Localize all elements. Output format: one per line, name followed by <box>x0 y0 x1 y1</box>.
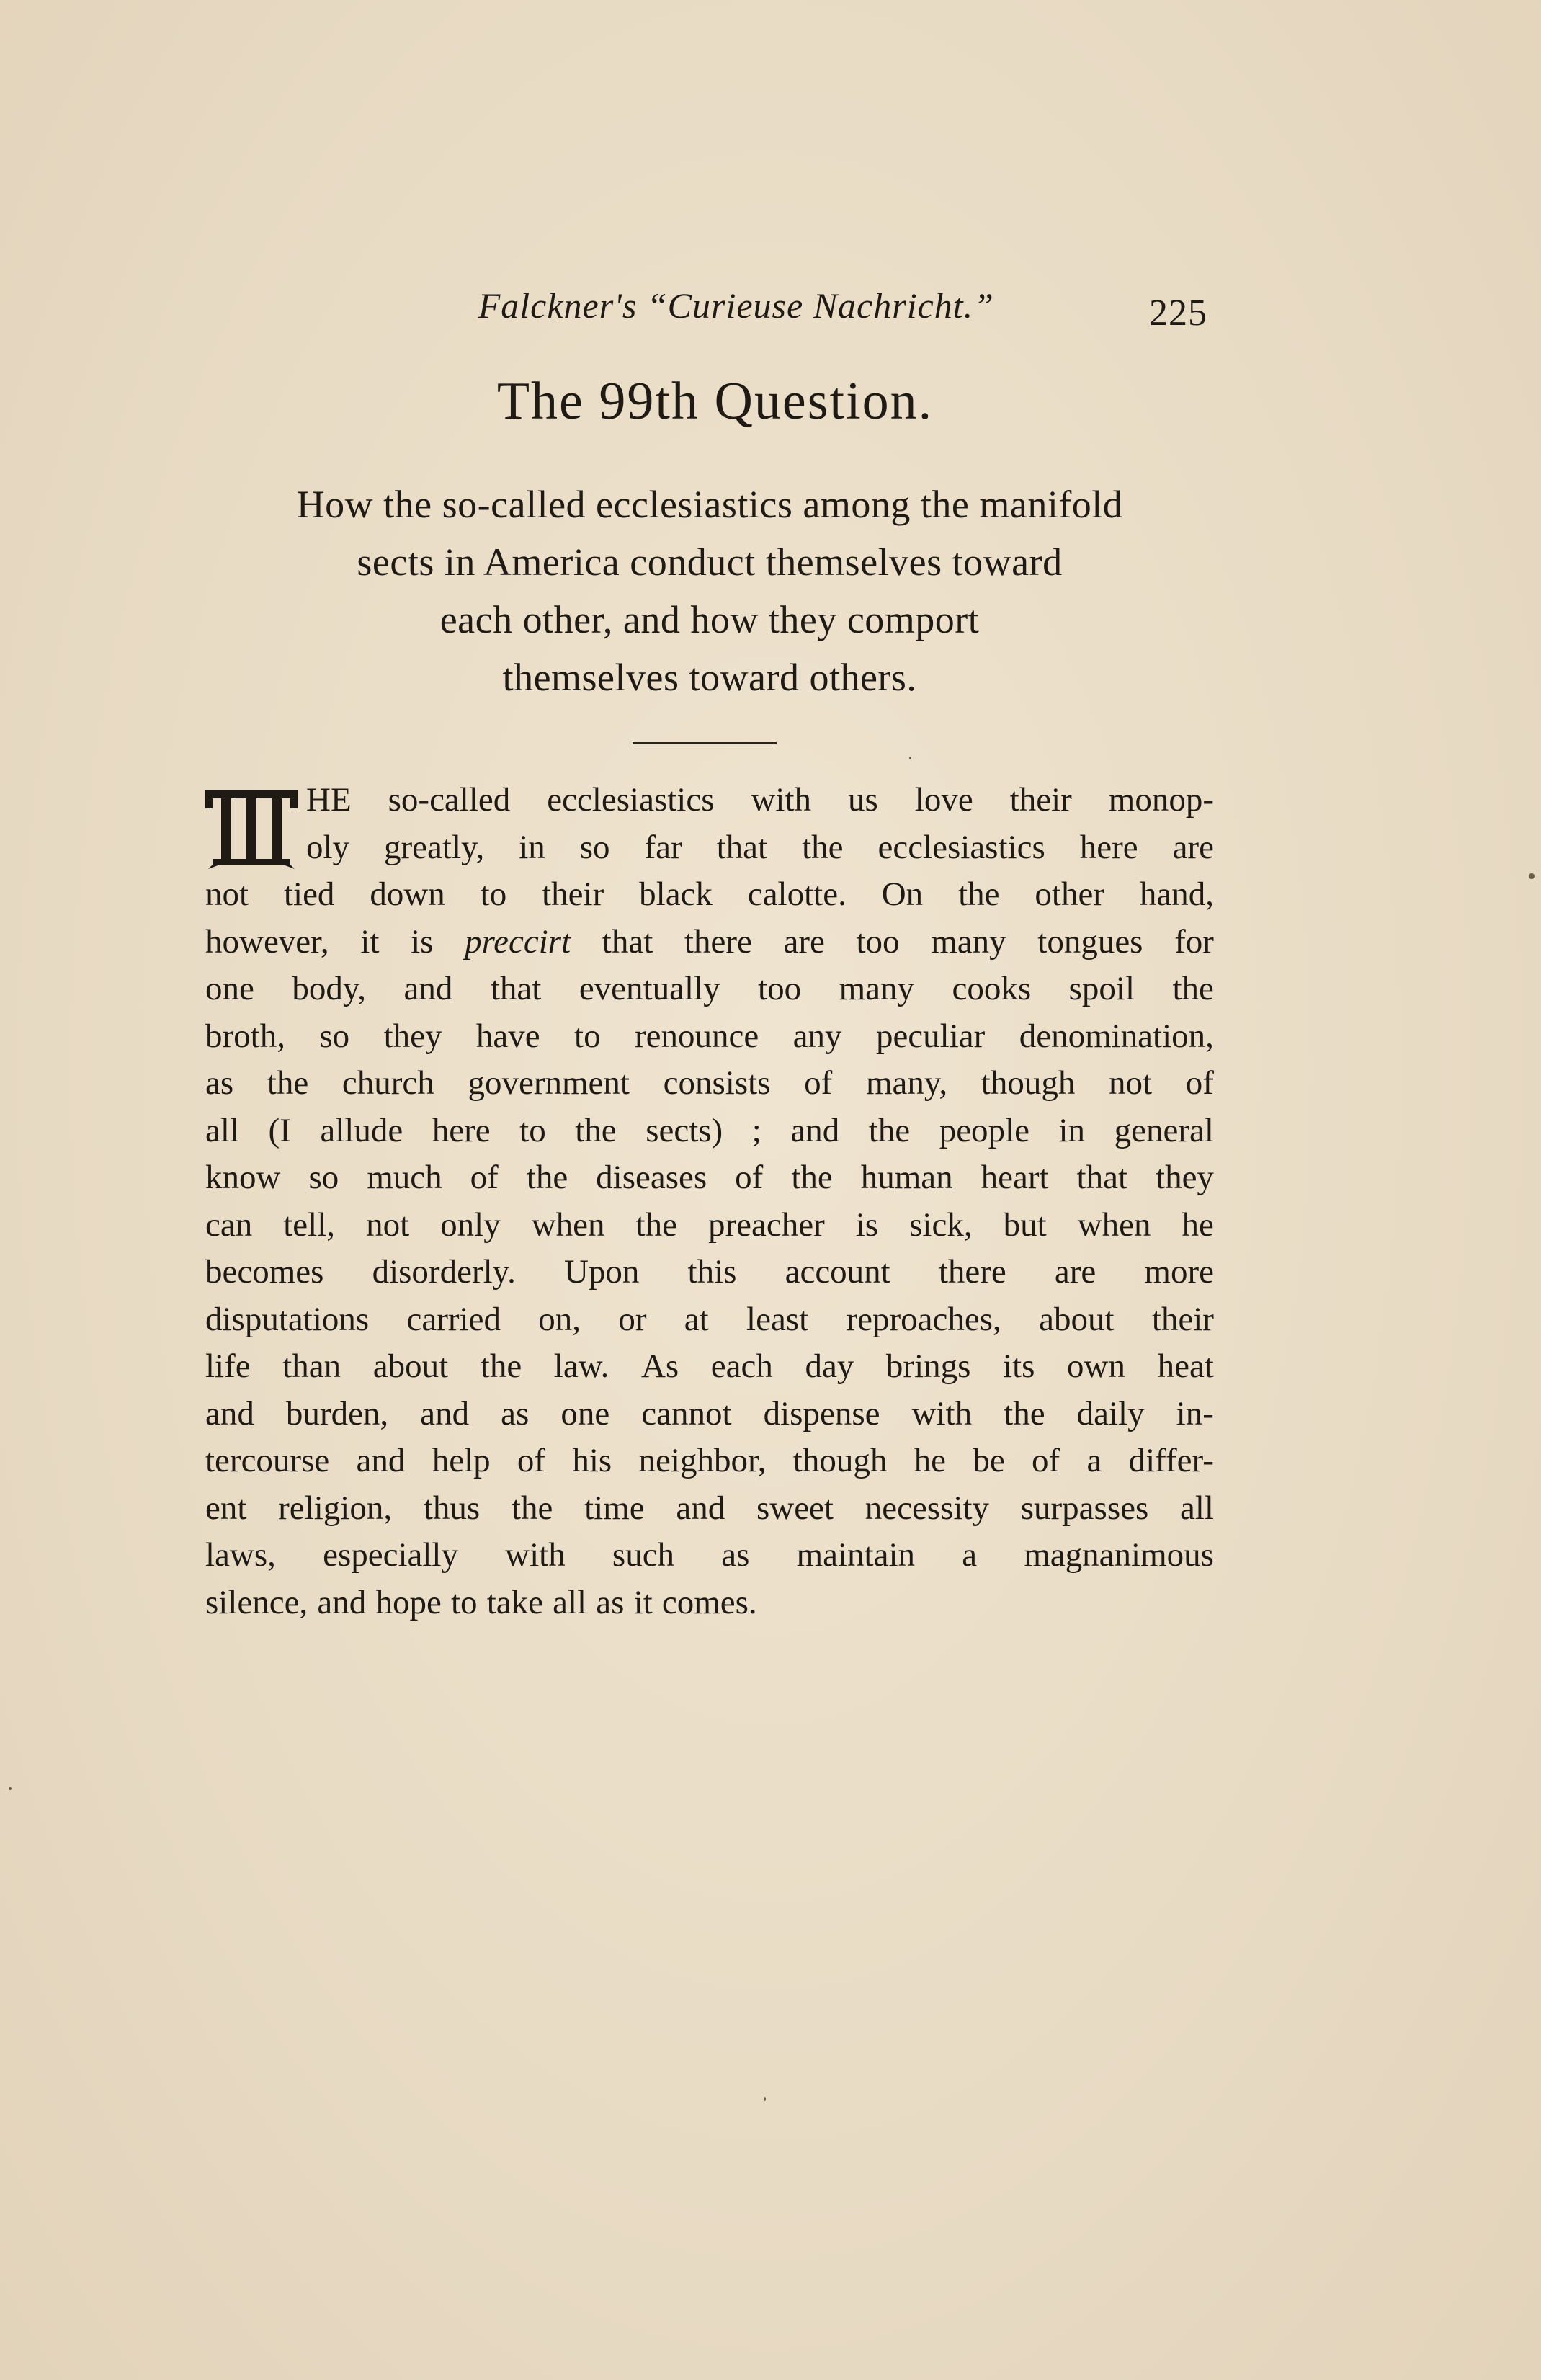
word: the <box>635 1205 677 1244</box>
word: renounce <box>635 1017 759 1055</box>
word: though <box>792 1442 888 1479</box>
word: sweet <box>756 1489 834 1527</box>
word: about <box>1039 1300 1115 1338</box>
word: can <box>205 1205 253 1244</box>
word: only <box>440 1205 501 1244</box>
word: there <box>684 922 752 961</box>
word: it <box>360 922 380 961</box>
text-line <box>205 1154 1214 1202</box>
word: brings <box>885 1347 971 1385</box>
text-line <box>205 1202 1214 1249</box>
word: than <box>282 1347 341 1385</box>
text-line <box>205 824 1214 872</box>
word: his <box>572 1442 612 1479</box>
word: when <box>531 1205 605 1244</box>
text-line <box>205 1579 1214 1627</box>
word: they <box>1156 1159 1214 1196</box>
word: that <box>1076 1159 1128 1196</box>
word: a <box>1086 1442 1102 1479</box>
word: broth, <box>205 1017 285 1055</box>
word: the <box>958 875 1000 913</box>
word: the <box>575 1111 617 1149</box>
word: the <box>526 1159 568 1196</box>
text-line <box>205 1343 1214 1391</box>
word: tercourse <box>205 1442 330 1479</box>
word: monop- <box>1108 781 1214 819</box>
word: account <box>785 1253 890 1291</box>
word: laws, <box>205 1536 276 1574</box>
word: differ- <box>1128 1442 1214 1479</box>
word: are <box>783 922 825 961</box>
text-line <box>205 777 1214 824</box>
word: and <box>205 1394 254 1432</box>
word: a <box>962 1536 978 1574</box>
word: religion, <box>278 1489 393 1527</box>
word: with <box>751 781 812 819</box>
paper-speck <box>764 2097 766 2101</box>
word: at <box>684 1300 709 1338</box>
word: the <box>791 1159 833 1196</box>
word: that <box>602 922 653 961</box>
word: of <box>804 1064 833 1102</box>
word: of <box>1185 1064 1214 1102</box>
word: many <box>931 922 1006 961</box>
word: disorderly. <box>372 1253 516 1291</box>
text-line <box>205 1013 1214 1061</box>
word: the <box>1172 970 1214 1007</box>
word: preacher <box>707 1205 825 1244</box>
word: all <box>205 1111 239 1149</box>
word: so-called <box>388 781 511 819</box>
word: dispense <box>763 1394 880 1432</box>
word: know <box>205 1159 281 1196</box>
word: is <box>411 922 434 961</box>
word: the <box>802 828 844 866</box>
word: love <box>914 781 973 819</box>
word: people <box>939 1111 1029 1149</box>
word: its <box>1003 1347 1035 1385</box>
word: it <box>633 1583 653 1621</box>
word: On <box>881 875 924 913</box>
word: heat <box>1157 1347 1214 1385</box>
word: ecclesiastics <box>877 828 1045 866</box>
word: when <box>1077 1205 1151 1244</box>
word: (I <box>268 1111 291 1149</box>
word: that <box>716 828 768 866</box>
word: heart <box>981 1159 1049 1196</box>
text-line <box>205 871 1214 919</box>
running-head: Falckner's “Curieuse Nachricht.” <box>478 285 994 326</box>
subtitle-line: How the so-called ecclesiastics among the manifold <box>296 483 1123 526</box>
word: as <box>205 1064 234 1102</box>
word: preccirt <box>465 922 571 961</box>
text-line <box>205 1107 1214 1155</box>
word: have <box>475 1017 540 1055</box>
text-line <box>205 1438 1214 1485</box>
chapter-subtitle <box>202 476 1218 706</box>
word: he <box>914 1442 947 1479</box>
word: of <box>735 1159 764 1196</box>
word: of <box>517 1442 546 1479</box>
text-line <box>205 966 1214 1013</box>
word: thus <box>423 1489 481 1527</box>
word: many, <box>866 1064 948 1102</box>
word: and <box>420 1394 470 1432</box>
word: necessity <box>865 1489 989 1527</box>
word: with <box>911 1394 973 1432</box>
word: to <box>519 1111 546 1149</box>
word: surpasses <box>1020 1489 1149 1527</box>
word: in- <box>1176 1394 1214 1432</box>
text-line <box>205 1532 1214 1579</box>
word: Upon <box>563 1253 640 1291</box>
paper-speck <box>1529 873 1535 879</box>
word: calotte. <box>747 875 847 913</box>
word: help <box>432 1442 491 1479</box>
word: carried <box>406 1300 501 1338</box>
word: to <box>480 875 507 913</box>
word: black <box>639 875 713 913</box>
text-line <box>205 1249 1214 1296</box>
text-line <box>205 1060 1214 1107</box>
word: us <box>848 781 878 819</box>
page-number: 225 <box>1149 293 1207 334</box>
word: be <box>973 1442 1005 1479</box>
word: spoil <box>1068 970 1135 1007</box>
text-line <box>205 919 1214 966</box>
word: the <box>511 1489 553 1527</box>
word: sects) <box>646 1111 723 1149</box>
word: of <box>470 1159 499 1196</box>
word: peculiar <box>875 1017 986 1055</box>
word: time <box>584 1489 645 1527</box>
word: and <box>356 1442 406 1479</box>
word: own <box>1067 1347 1125 1385</box>
word: here <box>1079 828 1138 866</box>
word: hand, <box>1139 875 1214 913</box>
text-line <box>205 1391 1214 1438</box>
word: as <box>501 1394 530 1432</box>
word: more <box>1144 1253 1214 1291</box>
word: as <box>721 1536 750 1574</box>
word: disputations <box>205 1300 370 1338</box>
word: down <box>370 875 445 913</box>
word: not <box>366 1205 410 1244</box>
word: cannot <box>641 1394 732 1432</box>
word: especially <box>323 1536 458 1574</box>
word: sick, <box>909 1205 973 1244</box>
word: and <box>790 1111 840 1149</box>
subtitle-line: sects in America conduct themselves toward <box>357 540 1063 584</box>
word: he <box>1182 1205 1214 1244</box>
word: ecclesiastics <box>547 781 715 819</box>
word: too <box>856 922 900 961</box>
word: so <box>308 1159 339 1196</box>
word: take <box>486 1583 543 1621</box>
word: there <box>938 1253 1006 1291</box>
word: reproaches, <box>846 1300 1001 1338</box>
word: any <box>792 1017 842 1055</box>
drop-cap-letter: T <box>61 634 66 642</box>
word: tell, <box>283 1205 336 1244</box>
word: becomes <box>205 1253 324 1291</box>
word: diseases <box>596 1159 707 1196</box>
word: maintain <box>796 1536 916 1574</box>
word: general <box>1114 1111 1214 1149</box>
word: denomination, <box>1019 1017 1214 1055</box>
word: ; <box>751 1111 761 1149</box>
word: burden, <box>285 1394 389 1432</box>
word: hope <box>375 1583 442 1621</box>
word: their <box>1151 1300 1214 1338</box>
word: one <box>205 970 254 1007</box>
chapter-title: The 99th Question. <box>496 372 934 431</box>
word: are <box>1054 1253 1096 1291</box>
word: are <box>1172 828 1214 866</box>
word: human <box>860 1159 953 1196</box>
word: tied <box>283 875 335 913</box>
word: the <box>868 1111 911 1149</box>
word: comes. <box>661 1583 757 1621</box>
word: the <box>480 1347 522 1385</box>
word: daily <box>1076 1394 1145 1432</box>
word: this <box>687 1253 737 1291</box>
word: all <box>553 1583 587 1621</box>
word: far <box>644 828 682 866</box>
word: ent <box>205 1489 247 1527</box>
word: not <box>1109 1064 1153 1102</box>
text-line <box>205 1485 1214 1533</box>
word: As <box>640 1347 679 1385</box>
word: such <box>612 1536 675 1574</box>
text-line <box>205 1296 1214 1344</box>
word: greatly, <box>384 828 485 866</box>
word: consists <box>663 1064 771 1102</box>
word: least <box>746 1300 809 1338</box>
paper-speck <box>909 757 911 759</box>
body-paragraph <box>205 777 1214 1626</box>
word: day <box>805 1347 854 1385</box>
word: with <box>505 1536 566 1574</box>
word: silence, <box>205 1583 308 1621</box>
word: each <box>710 1347 773 1385</box>
word: that <box>490 970 542 1007</box>
word: their <box>1009 781 1072 819</box>
word: much <box>367 1159 442 1196</box>
word: to <box>574 1017 601 1055</box>
word: so <box>319 1017 350 1055</box>
word: allude <box>320 1111 403 1149</box>
word: the <box>1004 1394 1045 1432</box>
word: though <box>981 1064 1076 1102</box>
word: cooks <box>952 970 1032 1007</box>
word: so <box>579 828 610 866</box>
word: other <box>1035 875 1104 913</box>
word: for <box>1174 922 1214 961</box>
word: however, <box>205 922 329 961</box>
section-divider <box>633 742 777 744</box>
word: is <box>855 1205 879 1244</box>
subtitle-line: each other, and how they comport <box>439 598 980 641</box>
word: and <box>317 1583 367 1621</box>
word: oly <box>306 828 350 866</box>
word: in <box>1058 1111 1086 1149</box>
word: on, <box>538 1300 581 1338</box>
word: church <box>341 1064 434 1102</box>
word: not <box>205 875 249 913</box>
word: in <box>519 828 545 866</box>
word: eventually <box>579 970 720 1007</box>
word: the <box>267 1064 309 1102</box>
word: or <box>618 1300 647 1338</box>
word: as <box>596 1583 625 1621</box>
word: one <box>560 1394 610 1432</box>
word: they <box>383 1017 442 1055</box>
word: HE <box>306 781 352 819</box>
word: too <box>758 970 802 1007</box>
word: here <box>432 1111 491 1149</box>
word: about <box>372 1347 449 1385</box>
word: magnanimous <box>1024 1536 1214 1574</box>
word: of <box>1031 1442 1060 1479</box>
word: to <box>450 1583 478 1621</box>
word: all <box>1180 1489 1214 1527</box>
word: many <box>839 970 914 1007</box>
word: body, <box>292 970 367 1007</box>
word: their <box>542 875 604 913</box>
word: and <box>403 970 453 1007</box>
word: government <box>468 1064 630 1102</box>
paper-speck <box>9 1787 12 1790</box>
word: but <box>1003 1205 1047 1244</box>
subtitle-line: themselves toward others. <box>502 656 917 699</box>
word: and <box>676 1489 725 1527</box>
word: law. <box>553 1347 609 1385</box>
word: tongues <box>1037 922 1143 961</box>
word: life <box>205 1347 251 1385</box>
word: neighbor, <box>638 1442 767 1479</box>
